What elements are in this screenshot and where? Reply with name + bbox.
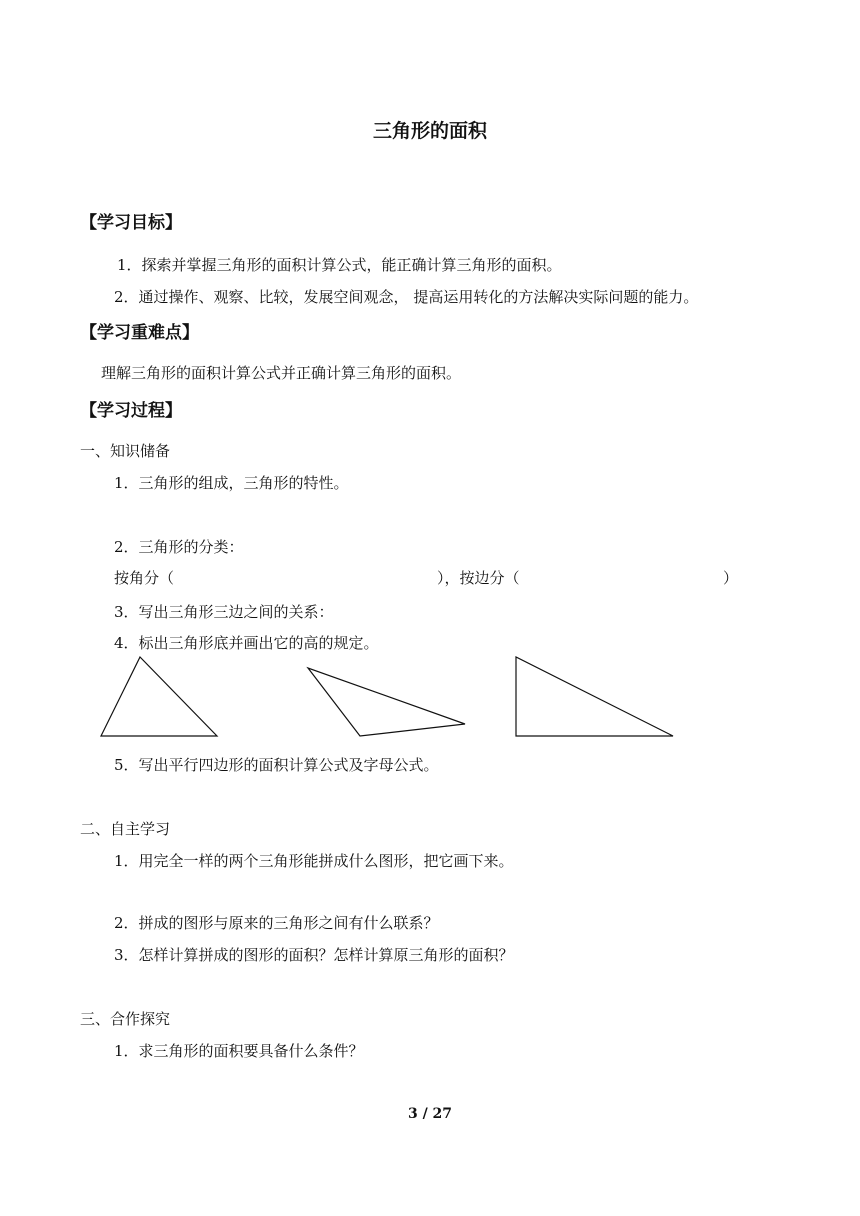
part3-item-1: 1．求三角形的面积要具备什么条件？ [114,1042,364,1060]
obtuse-triangle [308,668,465,736]
part2-item-1: 1．用完全一样的两个三角形能拼成什么图形，把它画下来。 [114,852,514,870]
section-heading-process: 【学习过程】 [80,401,182,421]
part2-item-2: 2．拼成的图形与原来的三角形之间有什么联系？ [114,914,439,932]
classify-by-angle-open: 按角分（ [114,569,175,587]
goal-item-1: 1．探索并掌握三角形的面积计算公式，能正确计算三角形的面积。 [117,256,562,274]
part1-item-2: 2．三角形的分类： [114,538,244,556]
page-title: 三角形的面积 [372,120,487,142]
classify-by-side-label: ），按边分（ [437,569,520,587]
part1-item-1: 1．三角形的组成，三角形的特性。 [114,474,349,492]
acute-triangle [101,657,217,736]
part3-heading: 三、合作探究 [80,1010,171,1028]
right-triangle [516,657,673,736]
difficulty-text: 理解三角形的面积计算公式并正确计算三角形的面积。 [101,364,462,382]
classify-by-side-close: ） [723,569,739,587]
part1-item-4: 4．标出三角形底并画出它的高的规定。 [114,634,379,652]
part2-item-3: 3．怎样计算拼成的图形的面积？怎样计算原三角形的面积？ [114,946,514,964]
section-heading-goals: 【学习目标】 [80,213,182,233]
page-number: 3 / 27 [407,1106,453,1122]
part2-heading: 二、自主学习 [80,820,171,838]
part1-item-3: 3．写出三角形三边之间的关系： [114,603,334,621]
section-heading-difficulty: 【学习重难点】 [80,323,199,343]
goal-item-2: 2．通过操作、观察、比较，发展空间观念， 提高运用转化的方法解决实际问题的能力。 [114,288,699,306]
part1-item-5: 5．写出平行四边形的面积计算公式及字母公式。 [114,756,439,774]
part1-heading: 一、知识储备 [80,442,171,460]
